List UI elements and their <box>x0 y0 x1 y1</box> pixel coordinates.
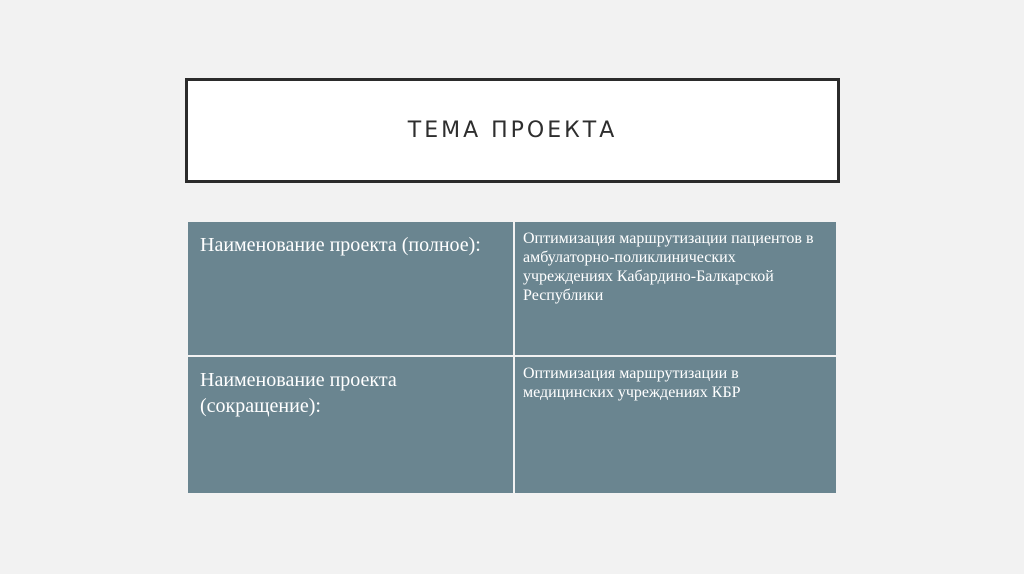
short-name-label: Наименование проекта (сокращение): <box>200 369 397 417</box>
full-name-label: Наименование проекта (полное): <box>200 234 481 256</box>
short-name-label-cell <box>187 356 514 494</box>
short-name-value: Оптимизация маршрутизации в медицинских учреждениях КБР <box>523 365 741 401</box>
full-name-label-cell <box>187 221 514 356</box>
project-info-table <box>186 220 838 495</box>
short-name-value-cell <box>514 356 837 494</box>
table-row <box>187 221 837 356</box>
slide-title: ТЕМА ПРОЕКТА <box>407 118 618 143</box>
full-name-value: Оптимизация маршрутизации пациентов в амбулаторно-поликлинических учреждениях Кабардино-Балкарской Республики <box>523 230 814 304</box>
full-name-value-cell <box>514 221 837 356</box>
title-box <box>185 78 840 183</box>
table-row <box>187 356 837 494</box>
